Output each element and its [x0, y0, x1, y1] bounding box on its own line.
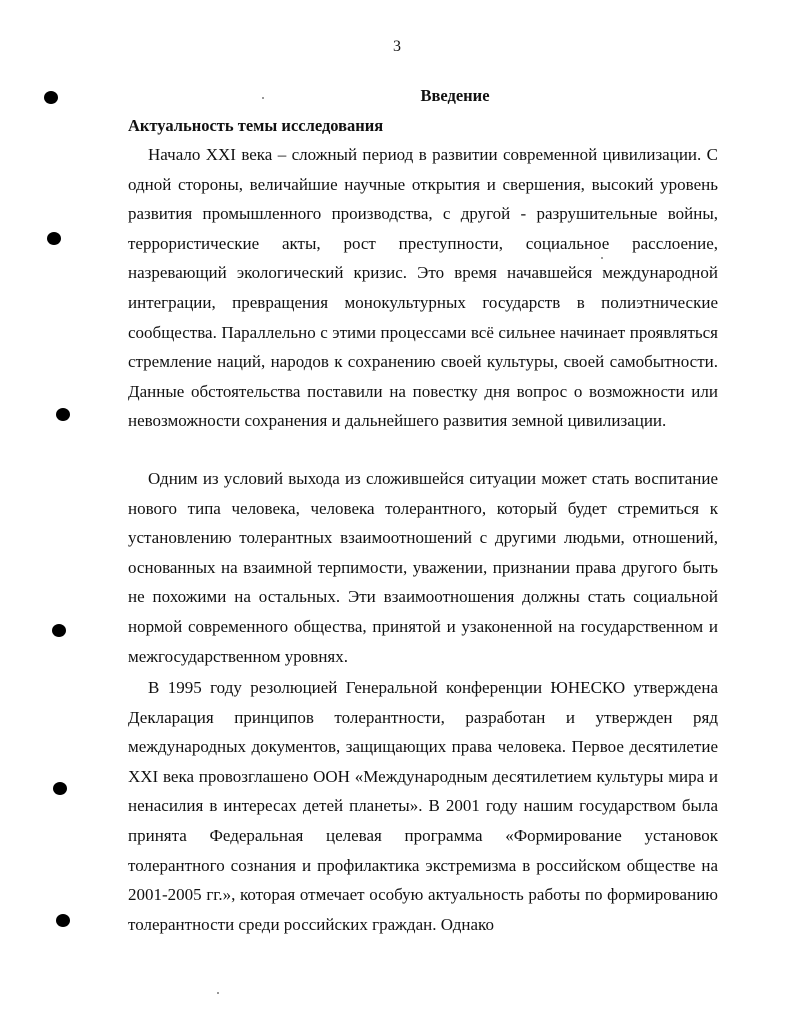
body-paragraph-2: [128, 464, 718, 671]
punch-hole-mark: [52, 624, 66, 637]
punch-hole-mark: [44, 91, 58, 104]
scan-speck: [217, 992, 219, 994]
section-subheading: Актуальность темы исследования: [128, 116, 384, 135]
body-paragraph-3: [128, 673, 718, 939]
paragraph-text: Начало XXI века – сложный период в развитии современной цивилизации. С одной стороны, величайшие научные открытия и свершения, высокий уровень развития промышленного производства, с другой - разрушительные войны, террористические акты, рост преступности, социальное расслоение, назревающий экологический кризис. Это время начавшейся международной интеграции, превращения монокультурных государств в полиэтнические сообщества. Параллельно с этими процессами всё сильнее начинает проявляться стремление наций, народов к сохранению своей культуры, своей самобытности. Данные обстоятельства поставили на повестку дня вопрос о возможности или невозможности сохранения и дальнейшего развития земной цивилизации.: [128, 145, 718, 431]
paragraph-text: Одним из условий выхода из сложившейся ситуации может стать воспитание нового типа человека, человека толерантного, который будет стремиться к установлению толерантных взаимоотношений с другими людьми, отношений, основанных на взаимной терпимости, уважении, признании права другого быть не похожими на остальных. Эти взаимоотношения должны стать социальной нормой современного общества, принятой и узаконенной на государственном и межгосударственном уровнях.: [128, 469, 718, 666]
scan-speck: [262, 97, 264, 99]
scan-speck: [601, 257, 603, 259]
punch-hole-mark: [53, 782, 67, 795]
punch-hole-mark: [47, 232, 61, 245]
punch-hole-mark: [56, 914, 70, 927]
body-paragraph-1: [128, 140, 718, 436]
page-number: 3: [393, 38, 401, 55]
page-heading: Введение: [420, 86, 490, 105]
punch-hole-mark: [56, 408, 70, 421]
paragraph-text: В 1995 году резолюцией Генеральной конференции ЮНЕСКО утверждена Декларация принципов толерантности, разработан и утвержден ряд международных документов, защищающих права человека. Первое десятилетие XXI века провозглашено ООН «Международным десятилетием культуры мира и ненасилия в интересах детей планеты». В 2001 году нашим государством была принята Федеральная целевая программа «Формирование установок толерантного сознания и профилактика экстремизма в российском обществе на 2001-2005 гг.», которая отмечает особую актуальность работы по формированию толерантности среди российских граждан. Однако: [128, 678, 718, 934]
